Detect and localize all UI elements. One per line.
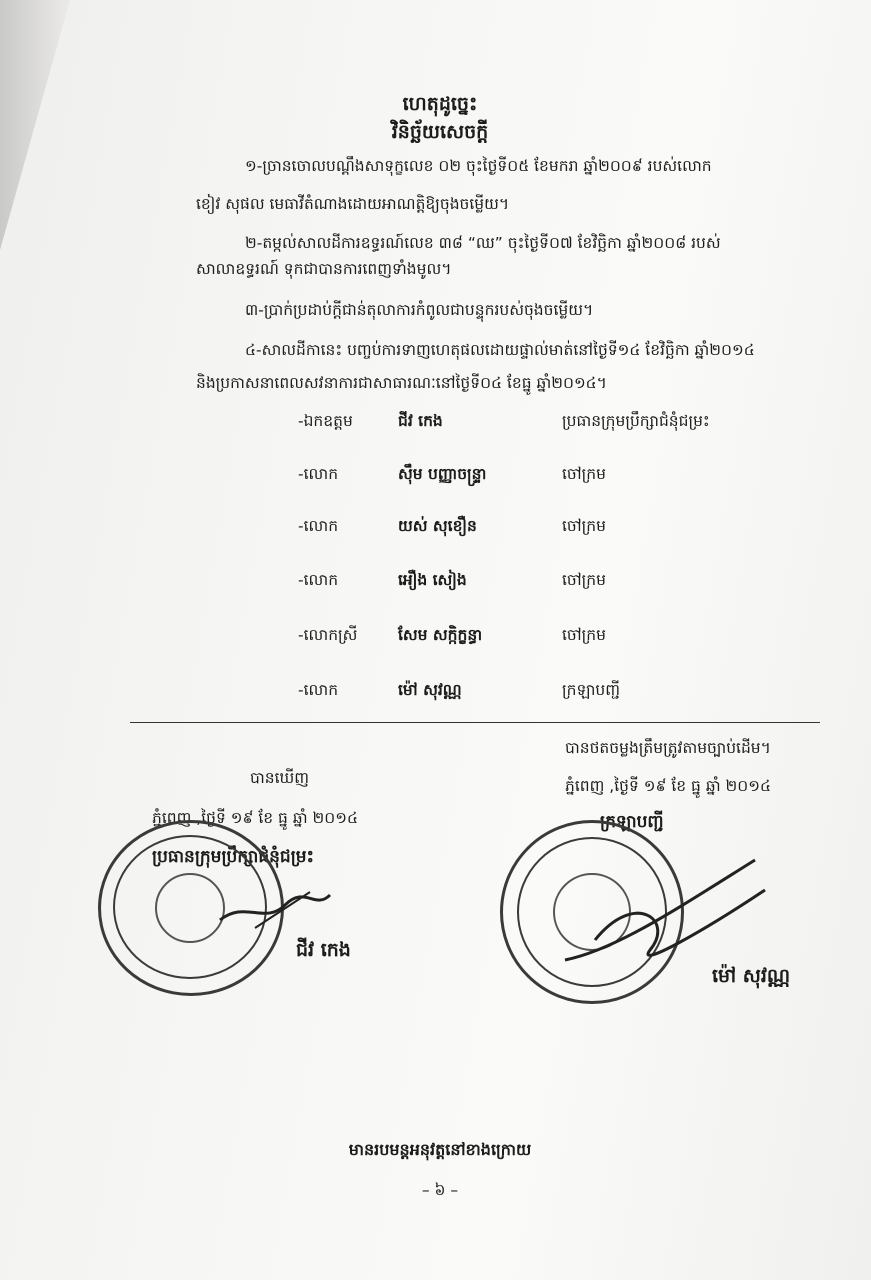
copy-note: បានថតចម្លងត្រឹមត្រូវតាមច្បាប់ដើម។: [565, 739, 771, 757]
heading-subtitle: វិនិច្ឆ័យសេចក្តី: [391, 121, 489, 143]
panel-role-2: ចៅក្រម: [562, 465, 606, 483]
paragraph-1-line-2: ខៀវ សុផល មេធាវីតំណាងដោយអាណត្តិឱ្យចុងចម្លើយ។: [196, 195, 510, 213]
paragraph-2-line-2: សាលាឧទ្ធរណ៍ ទុកជាបានការពេញទាំងមូល។: [196, 260, 452, 278]
page-number: – ៦ –: [421, 1181, 459, 1199]
panel-name-5: សែម សក្កិក្ខន្ធា: [398, 626, 483, 644]
panel-name-4: អឿង សៀង: [398, 571, 467, 589]
panel-name-2: ស៊ឹម បញ្ញាចន្ទ្រា: [398, 465, 487, 483]
continued-note: មានរបមន្តអនុវត្តនៅខាងក្រោយ: [348, 1140, 532, 1159]
president-name: ជីវ កេង: [296, 939, 351, 961]
panel-role-4: ចៅក្រម: [562, 571, 606, 589]
clerk-name: ម៉ៅ សុវណ្ណ: [712, 965, 791, 987]
panel-name-1: ជីវ កេង: [398, 412, 443, 430]
approval-place-date: ភ្នំពេញ ,ថ្ងៃទី ១៩ ខែ ធ្នូ ឆ្នាំ ២០១៤: [152, 809, 358, 827]
paragraph-2-line-1: ២-តម្កល់សាលដីការឧទ្ធរណ៍លេខ ៣៨ “ឈ” ចុះថ្ងៃទី០៧ ខែវិច្ឆិកា ឆ្នាំ២០០៨ របស់: [245, 234, 721, 252]
panel-name-3: យស់ សុខឿន: [398, 517, 477, 535]
panel-role-6: ក្រឡាបញ្ជី: [562, 681, 620, 699]
paragraph-4-line-2: និងប្រកាសនាពេលសវនាការជាសាធារណៈនៅថ្ងៃទី០៤ ខែធ្នូ ឆ្នាំ២០១៤។: [196, 374, 607, 392]
certification-place-date: ភ្នំពេញ ,ថ្ងៃទី ១៩ ខែ ធ្នូ ឆ្នាំ ២០១៤: [565, 777, 771, 795]
paragraph-1-line-1: ១-ច្រានចោលបណ្តឹងសាទុក្ខលេខ ០២ ចុះថ្ងៃទី០៥ ខែមករា ឆ្នាំ២០០៩ របស់លោក: [245, 157, 712, 175]
panel-title-4: -លោក: [298, 571, 339, 589]
approval-seen: បានឃើញ: [250, 769, 310, 787]
panel-title-5: -លោកស្រី: [298, 626, 358, 644]
panel-role-1: ប្រធានក្រុមប្រឹក្សាជំនុំជម្រះ: [562, 412, 710, 430]
paragraph-3-line-1: ៣-ប្រាក់ប្រដាប់ក្តីជាន់តុលាការកំពូលជាបន្ទុករបស់ចុងចម្លើយ។: [245, 301, 594, 319]
panel-role-5: ចៅក្រម: [562, 626, 606, 644]
separator-line: [130, 722, 820, 723]
paragraph-4-line-1: ៤-សាលដីកានេះ បញ្ចប់ការទាញហេតុផលដោយផ្ទាល់មាត់នៅថ្ងៃទី១៤ ខែវិច្ឆិកា ឆ្នាំ២០១៤: [245, 341, 755, 359]
panel-role-3: ចៅក្រម: [562, 517, 606, 535]
heading-title: ហេតុដូច្នេះ: [402, 93, 478, 115]
signature-right: [555, 850, 775, 980]
panel-title-2: -លោក: [298, 465, 339, 483]
panel-title-3: -លោក: [298, 517, 339, 535]
president-title: ប្រធានក្រុមប្រឹក្សាជំនុំជម្រះ: [152, 847, 315, 867]
clerk-title: ក្រឡាបញ្ជី: [600, 812, 664, 832]
page-curl: [0, 0, 70, 250]
panel-name-6: ម៉ៅ សុវណ្ណ: [398, 681, 462, 699]
panel-title-6: -លោក: [298, 681, 339, 699]
signature-left: [215, 880, 335, 940]
panel-title-1: -ឯកឧត្តម: [298, 412, 353, 430]
